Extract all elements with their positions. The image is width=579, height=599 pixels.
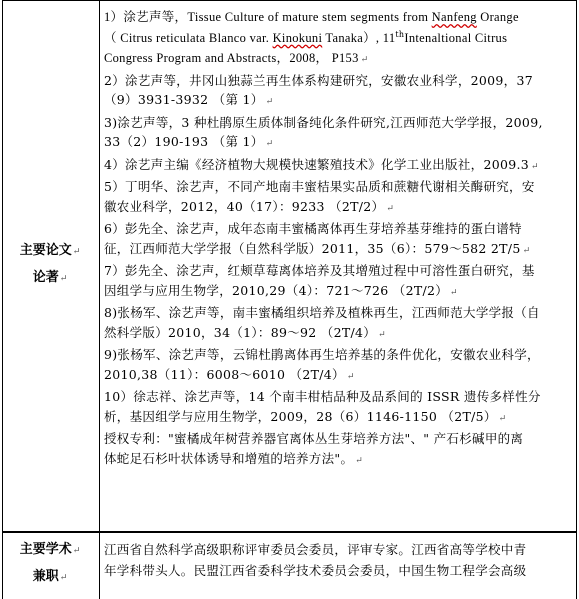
- row-label-papers: [2, 238, 98, 292]
- paragraph-mark-icon: ↵: [450, 287, 458, 298]
- paper-entry-6-cont: 征，江西师范大学学报（自然科学版）2011，35（6）：579～582 2T/5 ↵: [104, 240, 531, 256]
- paragraph-mark-icon: ↵: [265, 97, 274, 107]
- paragraph-mark-icon: ↵: [355, 455, 364, 466]
- row-label-papers-line1: 主要论文: [19, 243, 72, 258]
- spellcheck-word: Kinokuni: [272, 30, 323, 45]
- paper-entry-5: 5）丁明华、涂艺声，不同产地南丰蜜桔果实品质和蔗糖代谢相关酶研究，安: [104, 179, 535, 194]
- paper-entry-1: 1）涂艺声等，Tissue Culture of mature stem segments from Nanfeng Orange: [104, 10, 519, 24]
- paragraph-mark-icon: ↵: [498, 413, 507, 424]
- paper-entry-3-cont: 33（2）190-193 （第 1） ↵: [104, 134, 274, 149]
- paragraph-mark-icon: ↵: [59, 274, 68, 284]
- table-border-left: [2, 0, 3, 599]
- academic-positions: [104, 539, 574, 581]
- patent-entry: 授权专利："蜜橘成年树营养器官离体丛生芽培养方法"、" 产石杉碱甲的离: [104, 431, 524, 446]
- resume-table: [2, 0, 577, 599]
- paper-entry-5-cont: 徽农业科学，2012，40（17）：9233 （2T/2） ↵: [104, 198, 395, 214]
- row-label-papers-line2: 论著: [32, 270, 59, 285]
- paper-entry-1-cont2: Congress Program and Abstracts，2008， P153 ↵: [104, 51, 369, 65]
- paper-entry-9-cont: 2010,38（11）：6008～6010 （2T/4） ↵: [104, 366, 355, 382]
- paper-entry-8-cont: 然科学版）2010，34（1）：89～92 （2T/4） ↵: [104, 324, 386, 340]
- paragraph-mark-icon: ↵: [72, 247, 81, 257]
- paper-entry-7-cont: 因组学与应用生物学，2010,29（4）：721～726 （2T/2） ↵: [104, 282, 458, 298]
- row-label-positions-line1: 主要学术: [19, 542, 72, 557]
- table-border-top: [2, 0, 577, 1]
- paragraph-mark-icon: ↵: [360, 55, 369, 65]
- paragraph-mark-icon: ↵: [522, 245, 531, 256]
- positions-line-1: 江西省自然科学高级职称评审委员会委员，评审专家。江西省高等学校中青: [104, 542, 527, 557]
- paragraph-mark-icon: ↵: [346, 371, 355, 382]
- table-border-right: [576, 0, 577, 599]
- paper-entry-2-cont: （9）3931-3932 （第 1） ↵: [104, 92, 274, 107]
- paragraph-mark-icon: ↵: [265, 139, 274, 149]
- table-column-divider: [99, 0, 100, 599]
- papers-list: [104, 7, 574, 471]
- paper-entry-2: 2）涂艺声等，井冈山独蒜兰再生体系构建研究，安徽农业科学，2009，37: [104, 72, 533, 88]
- paragraph-mark-icon: ↵: [59, 573, 68, 583]
- paper-entry-7: 7）彭先全、涂艺声，红颊草莓离体培养及其增殖过程中可溶性蛋白研究，基: [104, 263, 535, 278]
- paper-entry-8: 8)张杨军、涂艺声等，南丰蜜橘组织培养及植株再生，江西师范大学学报（自: [104, 305, 540, 320]
- table-row-divider: [2, 531, 577, 533]
- row-label-positions: [2, 537, 98, 591]
- paper-entry-3: 3)涂艺声等，3 种杜鹃原生质体制备纯化条件研究,江西师范大学学报，2009,: [104, 114, 543, 130]
- paper-entry-4: 4）涂艺声主编《经济植物大规模快速繁殖技术》化学工业出版社，2009.3 ↵: [104, 156, 539, 172]
- paper-entry-10: 10）徐志祥、涂艺声等，14 个南丰柑桔品种及品系间的 ISSR 遗传多样性分: [104, 389, 541, 404]
- patent-entry-cont: 体蛇足石杉叶状体诱导和增殖的培养方法"。 ↵: [104, 450, 364, 466]
- paragraph-mark-icon: ↵: [378, 329, 386, 340]
- row-label-positions-line2: 兼职: [32, 569, 59, 584]
- spellcheck-word: Nanfeng: [431, 10, 477, 24]
- paper-entry-10-cont: 析，基因组学与应用生物学，2009，28（6）1146-1150 （2T/5） ↵: [104, 408, 507, 424]
- positions-line-2: 年学科带头人。民盟江西省委科学技术委员会委员，中国生物工程学会高级: [104, 563, 527, 578]
- paragraph-mark-icon: ↵: [531, 161, 539, 172]
- paper-entry-9: 9)张杨军、涂艺声等，云锦杜鹃离体再生培养基的条件优化，安徽农业科学，: [104, 347, 540, 362]
- paragraph-mark-icon: ↵: [386, 203, 395, 214]
- paper-entry-1-cont: （ Citrus reticulata Blanco var. Kinokuni Tanaka）, 11thIntenaltional Citrus: [104, 29, 508, 45]
- paper-entry-6: 6）彭先全、涂艺声，成年态南丰蜜橘离体再生芽培养基芽维持的蛋白谱特: [104, 221, 522, 236]
- paragraph-mark-icon: ↵: [72, 546, 81, 556]
